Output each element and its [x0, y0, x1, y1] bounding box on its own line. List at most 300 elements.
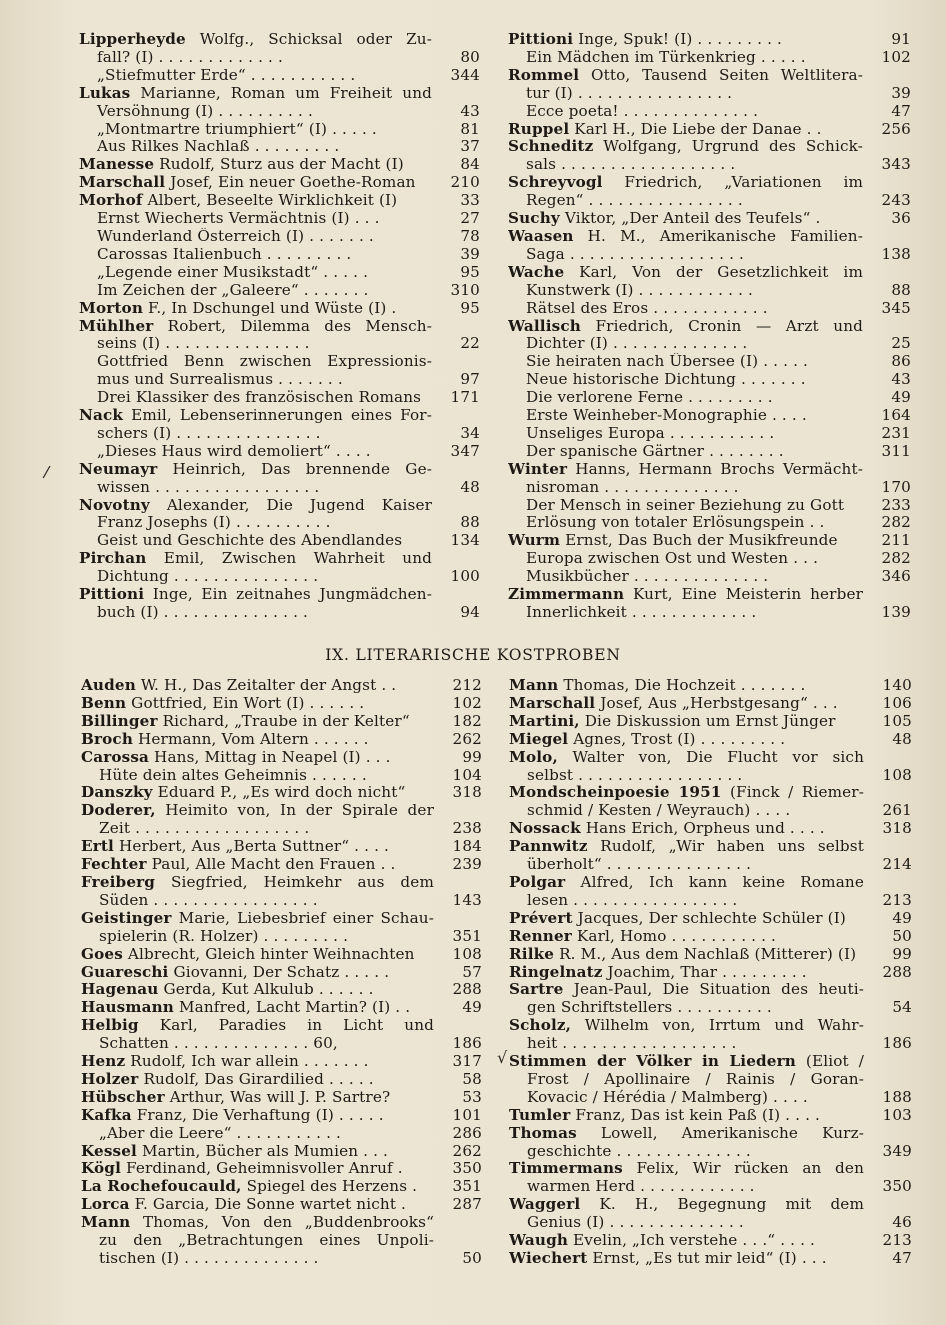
- entry-line: [509, 749, 864, 767]
- page-number: 262: [452, 1141, 482, 1160]
- index-entry: [509, 838, 914, 874]
- index-entry: [508, 31, 913, 49]
- index-entry: [508, 174, 913, 210]
- index-entry: [81, 981, 484, 999]
- entry-text: Wolfg., Schicksal oder Zu-: [199, 31, 432, 48]
- author-name: Helbig: [81, 1017, 139, 1035]
- entry-text: Regen“ . . . . . . . . . . . . . . . .: [526, 192, 743, 210]
- index-entry: [81, 802, 484, 838]
- author-name: Danszky: [81, 784, 153, 802]
- index-entry: [509, 946, 914, 964]
- entry-text: spielerin (R. Holzer) . . . . . . . . .: [99, 927, 349, 945]
- page-number: 349: [882, 1141, 912, 1160]
- page-number: 347: [450, 441, 480, 460]
- entry-text: Hans Erich, Orpheus und . . . .: [585, 820, 825, 838]
- entry-line: [508, 586, 863, 604]
- entry-line: [81, 802, 434, 820]
- page-number: 25: [891, 334, 911, 353]
- index-entry: [509, 1017, 914, 1053]
- entry-text: Hanns, Hermann Brochs Vermächt-: [575, 460, 863, 478]
- page-number: 311: [881, 441, 911, 460]
- entry-line: [508, 300, 863, 318]
- author-name: Mann: [509, 677, 559, 694]
- entry-line: [508, 353, 863, 371]
- entry-line: [79, 568, 432, 586]
- entry-text: Richard, „Traube in der Kelter“: [162, 712, 410, 730]
- entry-line: [508, 514, 863, 532]
- entry-line: [509, 892, 864, 910]
- entry-line: [79, 550, 432, 568]
- entry-line: [81, 767, 434, 785]
- entry-line: [509, 1107, 864, 1125]
- page-number: 108: [452, 944, 482, 963]
- entry-line: [508, 497, 863, 515]
- author-name: Holzer: [81, 1070, 139, 1088]
- author-name: Lorca: [81, 1196, 130, 1214]
- entry-line: [79, 121, 432, 139]
- entry-text: Kovacic / Hérédia / Malmberg) . . . .: [527, 1088, 808, 1106]
- entry-line: [508, 479, 863, 497]
- entry-line: [81, 1160, 434, 1178]
- index-entry: [508, 425, 913, 443]
- index-entry: [508, 568, 913, 586]
- entry-line: [508, 192, 863, 210]
- author-name: Pittioni: [79, 586, 145, 604]
- index-entry: [81, 1214, 484, 1268]
- page-number: 81: [460, 119, 480, 138]
- author-name: Renner: [509, 927, 572, 945]
- entry-line: [509, 1250, 864, 1268]
- page-number: 102: [881, 47, 911, 66]
- entry-text: Albrecht, Gleich hinter Weihnachten: [127, 945, 415, 963]
- entry-text: (Eliot /: [805, 1053, 864, 1071]
- entry-line: [79, 282, 432, 300]
- author-name: Timmermans: [509, 1160, 623, 1178]
- entry-text: zu den „Betrachtungen eines Unpoli-: [99, 1232, 434, 1250]
- entry-line: [81, 1089, 434, 1107]
- entry-line: [508, 407, 863, 425]
- index-entry: [508, 461, 913, 497]
- entry-text: Die verlorene Ferne . . . . . . . . .: [526, 389, 773, 407]
- author-name: Hagenau: [81, 981, 159, 999]
- index-entry: [508, 443, 913, 461]
- page-number: 106: [882, 693, 912, 712]
- author-name: Ringelnatz: [509, 963, 603, 981]
- page-number: 239: [452, 855, 482, 874]
- entry-line: [81, 1053, 434, 1071]
- entry-text: nisroman . . . . . . . . . . . . . .: [526, 478, 739, 496]
- entry-line: [508, 604, 863, 622]
- entry-line: [79, 85, 432, 103]
- entry-line: [79, 497, 432, 515]
- margin-check-mark: √: [497, 1048, 508, 1067]
- page-number: 211: [881, 531, 911, 550]
- entry-line: [508, 532, 863, 550]
- entry-text: „Aber die Leere“ . . . . . . . . . . .: [99, 1124, 342, 1142]
- index-entry: [508, 228, 913, 264]
- index-entry: [509, 820, 914, 838]
- entry-text: Innerlichkeit . . . . . . . . . . . . .: [526, 604, 757, 621]
- page-number: 343: [881, 155, 911, 174]
- entry-text: tur (I) . . . . . . . . . . . . . . . .: [526, 84, 733, 102]
- entry-line: [508, 568, 863, 586]
- page-number: 282: [881, 549, 911, 568]
- author-name: Billinger: [81, 712, 158, 730]
- index-entry: [81, 767, 484, 785]
- index-entry: [509, 1196, 914, 1232]
- page-number: 138: [881, 244, 911, 263]
- author-name: Lukas: [79, 84, 131, 102]
- index-entry: [79, 246, 482, 264]
- index-entry: [508, 497, 913, 515]
- entry-line: [508, 174, 863, 192]
- author-name: Morhof: [79, 192, 143, 210]
- entry-line: [509, 1017, 864, 1035]
- page-number: 104: [452, 765, 482, 784]
- entry-line: [81, 713, 434, 731]
- index-entry: [81, 946, 484, 964]
- author-name: Prévert: [509, 909, 573, 927]
- entry-line: [79, 461, 432, 479]
- entry-text: Saga . . . . . . . . . . . . . . . . . .: [526, 245, 745, 263]
- index-column-bottom-right: [509, 677, 914, 1268]
- author-name: Carossa: [81, 748, 150, 766]
- entry-text: Franz, Das ist kein Paß (I) . . . .: [575, 1106, 821, 1124]
- entry-text: Emil, Lebenserinnerungen eines For-: [131, 407, 432, 425]
- entry-text: R. M., Aus dem Nachlaß (Mitterer) (I): [559, 945, 857, 963]
- entry-line: [79, 210, 432, 228]
- page-number: 318: [452, 783, 482, 802]
- page-number: 186: [882, 1034, 912, 1053]
- index-entry: [509, 874, 914, 910]
- entry-line: [509, 1053, 864, 1071]
- index-entry: [81, 1160, 484, 1178]
- index-entry: [79, 282, 482, 300]
- author-name: Wallisch: [508, 317, 581, 335]
- index-entry: [79, 532, 482, 550]
- index-column-bottom-left: [81, 677, 484, 1268]
- entry-text: Aus Rilkes Nachlaß . . . . . . . . .: [97, 138, 340, 156]
- page-number: 213: [882, 1231, 912, 1250]
- entry-text: Im Zeichen der „Galeere“ . . . . . . .: [97, 281, 369, 299]
- index-entry: [508, 389, 913, 407]
- entry-line: [508, 67, 863, 85]
- page-number: 286: [452, 1123, 482, 1142]
- entry-line: [508, 282, 863, 300]
- entry-line: [508, 335, 863, 353]
- entry-line: [81, 856, 434, 874]
- entry-line: [81, 910, 434, 928]
- author-name: Kafka: [81, 1106, 132, 1124]
- entry-line: [509, 1214, 864, 1232]
- index-entry: [79, 192, 482, 210]
- entry-line: [508, 264, 863, 282]
- index-entry: [508, 121, 913, 139]
- entry-text: Alfred, Ich kann keine Romane: [580, 873, 864, 891]
- index-entry: [79, 407, 482, 443]
- entry-line: [508, 318, 863, 336]
- page-number: 262: [452, 729, 482, 748]
- page-number: 213: [882, 890, 912, 909]
- entry-text: „Montmartre triumphiert“ (I) . . . . .: [97, 120, 377, 138]
- entry-line: [79, 192, 432, 210]
- index-entry: [79, 85, 482, 121]
- author-name: Neumayr: [79, 460, 158, 478]
- index-entry: [81, 784, 484, 802]
- page-number: 43: [460, 101, 480, 120]
- author-name: Molo,: [509, 748, 558, 766]
- page-number: 182: [452, 711, 482, 730]
- page-number: 49: [892, 908, 912, 927]
- page-number: 317: [452, 1052, 482, 1071]
- entry-line: [81, 677, 434, 695]
- page-number: 350: [882, 1177, 912, 1196]
- page-number: 54: [892, 998, 912, 1017]
- author-name: Thomas: [509, 1124, 577, 1142]
- author-name: Waggerl: [509, 1196, 581, 1214]
- entry-text: „Legende einer Musikstadt“ . . . . .: [97, 263, 369, 281]
- index-entry: [81, 1143, 484, 1161]
- entry-line: [509, 946, 864, 964]
- author-name: Ruppel: [508, 120, 570, 138]
- page-number: 49: [891, 388, 911, 407]
- author-name: Ertl: [81, 838, 114, 856]
- entry-text: Albert, Beseelte Wirklichkeit (I): [147, 192, 398, 210]
- entry-text: F., In Dschungel und Wüste (I) .: [148, 299, 397, 317]
- author-name: Zimmermann: [508, 586, 625, 604]
- page-number: 261: [882, 801, 912, 820]
- page-number: 22: [460, 334, 480, 353]
- entry-text: Emil, Zwischen Wahrheit und: [163, 550, 432, 568]
- author-name: Sartre: [509, 981, 564, 999]
- entry-line: [79, 353, 432, 371]
- entry-line: [81, 1035, 434, 1053]
- page-number: 288: [452, 980, 482, 999]
- page-number: 86: [891, 352, 911, 371]
- entry-text: Drei Klassiker des französischen Romans: [97, 389, 422, 407]
- entry-line: [81, 946, 434, 964]
- author-name: Hausmann: [81, 999, 174, 1017]
- index-entry: [508, 138, 913, 174]
- entry-text: Dichtung . . . . . . . . . . . . . . .: [97, 568, 319, 586]
- index-entry: [81, 1089, 484, 1107]
- author-name: Mondscheinpoesie 1951: [509, 784, 722, 802]
- entry-text: Ein Mädchen im Türkenkrieg . . . . .: [526, 48, 806, 66]
- page-number: 27: [460, 209, 480, 228]
- index-entry: [81, 964, 484, 982]
- page-number: 94: [460, 603, 480, 621]
- page-number: 88: [460, 513, 480, 532]
- page-number: 233: [881, 495, 911, 514]
- entry-line: [79, 228, 432, 246]
- entry-line: [509, 1035, 864, 1053]
- index-entry: [509, 784, 914, 820]
- entry-text: Thomas, Die Hochzeit . . . . . . .: [563, 677, 806, 694]
- index-entry: [81, 874, 484, 910]
- entry-text: Wolfgang, Urgrund des Schick-: [603, 138, 863, 156]
- page-number: 39: [891, 83, 911, 102]
- entry-line: [79, 318, 432, 336]
- entry-line: [81, 820, 434, 838]
- index-entry: [509, 1125, 914, 1161]
- entry-line: [81, 928, 434, 946]
- entry-text: Marianne, Roman um Freiheit und: [140, 84, 432, 102]
- author-name: Auden: [81, 677, 136, 694]
- entry-text: Rudolf, Das Girardilied . . . . .: [143, 1070, 374, 1088]
- page-number: 351: [452, 926, 482, 945]
- index-entry: [508, 353, 913, 371]
- index-entry: [81, 731, 484, 749]
- author-name: Lipperheyde: [79, 31, 186, 48]
- entry-text: Felix, Wir rücken an den: [636, 1160, 864, 1178]
- page-number: 88: [891, 280, 911, 299]
- index-entry: [81, 677, 484, 695]
- index-entry: [508, 514, 913, 532]
- entry-line: [508, 210, 863, 228]
- entry-text: Friedrich, Cronin — Arzt und: [595, 317, 863, 335]
- entry-line: [79, 264, 432, 282]
- entry-text: lesen . . . . . . . . . . . . . . . . .: [527, 891, 738, 909]
- entry-text: Erlösung von totaler Erlösungspein . .: [526, 514, 825, 532]
- author-name: Wiechert: [509, 1250, 588, 1267]
- author-name: Pirchan: [79, 550, 147, 568]
- page-number: 48: [460, 477, 480, 496]
- index-entry: [509, 731, 914, 749]
- entry-line: [81, 874, 434, 892]
- entry-text: Gottfried, Ein Wort (I) . . . . . .: [131, 694, 365, 712]
- index-entry: [509, 981, 914, 1017]
- entry-line: [508, 443, 863, 461]
- page-number: 95: [460, 262, 480, 281]
- author-name: Stimmen der Völker in Liedern: [509, 1053, 796, 1071]
- entry-text: sals . . . . . . . . . . . . . . . . . .: [526, 156, 736, 174]
- author-name: Winter: [508, 460, 568, 478]
- entry-line: [81, 731, 434, 749]
- entry-line: [509, 856, 864, 874]
- page-number: 49: [462, 998, 482, 1017]
- page-number: 102: [452, 693, 482, 712]
- index-entry: [79, 550, 482, 586]
- entry-line: [81, 1232, 434, 1250]
- entry-text: Kunstwerk (I) . . . . . . . . . . . .: [526, 281, 754, 299]
- entry-text: Ernst, Das Buch der Musikfreunde: [565, 532, 838, 550]
- entry-line: [79, 479, 432, 497]
- page-number: 105: [882, 711, 912, 730]
- entry-text: Agnes, Trost (I) . . . . . . . . .: [573, 730, 786, 748]
- index-entry: [79, 389, 482, 407]
- index-entry: [79, 461, 482, 497]
- index-entry: [508, 210, 913, 228]
- index-entry: [509, 910, 914, 928]
- index-entry: [509, 713, 914, 731]
- page-number: 97: [460, 370, 480, 389]
- page-number: 256: [881, 119, 911, 138]
- entry-text: Europa zwischen Ost und Westen . . .: [526, 550, 819, 568]
- entry-line: [79, 103, 432, 121]
- entry-text: Der Mensch in seiner Beziehung zu Gott: [526, 496, 845, 514]
- author-name: Waasen: [508, 227, 574, 245]
- entry-text: Viktor, „Der Anteil des Teufels“ .: [564, 210, 821, 228]
- entry-text: wissen . . . . . . . . . . . . . . . . .: [97, 478, 320, 496]
- entry-text: Joachim, Thar . . . . . . . . .: [607, 963, 807, 981]
- entry-text: Die Diskussion um Ernst Jünger: [584, 712, 836, 730]
- entry-line: [81, 1143, 434, 1161]
- entry-line: [508, 461, 863, 479]
- entry-text: Ferdinand, Geheimnisvoller Anruf .: [125, 1160, 403, 1178]
- entry-text: „Stiefmutter Erde“ . . . . . . . . . . .: [97, 66, 356, 84]
- entry-text: W. H., Das Zeitalter der Angst . .: [140, 677, 397, 694]
- page-number: 48: [892, 729, 912, 748]
- author-name: Nack: [79, 407, 124, 425]
- author-name: Marschall: [79, 174, 166, 192]
- entry-line: [79, 31, 432, 49]
- author-name: Kögl: [81, 1160, 121, 1178]
- page-number: 58: [462, 1069, 482, 1088]
- entry-text: Versöhnung (I) . . . . . . . . . .: [97, 102, 313, 120]
- entry-line: [509, 1178, 864, 1196]
- entry-text: Der spanische Gärtner . . . . . . . .: [526, 442, 784, 460]
- author-name: Henz: [81, 1053, 126, 1071]
- index-entry: [81, 999, 484, 1017]
- author-name: Suchy: [508, 210, 560, 228]
- entry-text: Marie, Liebesbrief einer Schau-: [178, 909, 434, 927]
- entry-line: [508, 103, 863, 121]
- entry-line: [509, 964, 864, 982]
- entry-text: Jean-Paul, Die Situation des heuti-: [573, 981, 864, 999]
- entry-text: mus und Surrealismus . . . . . . .: [97, 371, 343, 389]
- entry-line: [509, 838, 864, 856]
- entry-line: [508, 121, 863, 139]
- entry-text: Karl, Paradies in Licht und: [159, 1017, 434, 1035]
- entry-text: Rätsel des Eros . . . . . . . . . . . .: [526, 299, 768, 317]
- page-number: 99: [462, 747, 482, 766]
- entry-text: Thomas, Von den „Buddenbrooks“: [142, 1214, 434, 1232]
- index-entry: [509, 1053, 914, 1107]
- index-entry: [81, 1178, 484, 1196]
- author-name: Nossack: [509, 820, 581, 838]
- entry-text: Franz Josephs (I) . . . . . . . . . .: [97, 514, 331, 532]
- index-entry: [509, 749, 914, 785]
- page-number: 143: [452, 890, 482, 909]
- page-number: 282: [881, 513, 911, 532]
- entry-text: Ecce poeta! . . . . . . . . . . . . . .: [526, 102, 759, 120]
- index-entry: [508, 550, 913, 568]
- index-entry: [509, 964, 914, 982]
- entry-text: seins (I) . . . . . . . . . . . . . . .: [97, 335, 310, 353]
- page-number: 140: [882, 676, 912, 694]
- index-entry: [79, 264, 482, 282]
- page-number: 139: [881, 603, 911, 621]
- entry-line: [509, 1232, 864, 1250]
- index-entry: [508, 318, 913, 354]
- entry-line: [79, 49, 432, 67]
- page-number: 214: [882, 855, 912, 874]
- entry-text: Rudolf, Ich war allein . . . . . . .: [130, 1053, 369, 1071]
- page-number: 164: [881, 406, 911, 425]
- page-number: 345: [881, 298, 911, 317]
- entry-text: Hans, Mittag in Neapel (I) . . .: [154, 748, 391, 766]
- index-entry: [508, 371, 913, 389]
- entry-text: Gottfried Benn zwischen Expressionis-: [97, 353, 432, 371]
- page-number: 36: [891, 209, 911, 228]
- entry-text: Musikbücher . . . . . . . . . . . . . .: [526, 568, 769, 586]
- page-number: 43: [891, 370, 911, 389]
- entry-line: [508, 49, 863, 67]
- index-entry: [81, 713, 484, 731]
- entry-text: Hüte dein altes Geheimnis . . . . . .: [99, 766, 367, 784]
- entry-text: Carossas Italienbuch . . . . . . . . .: [97, 245, 352, 263]
- entry-line: [509, 928, 864, 946]
